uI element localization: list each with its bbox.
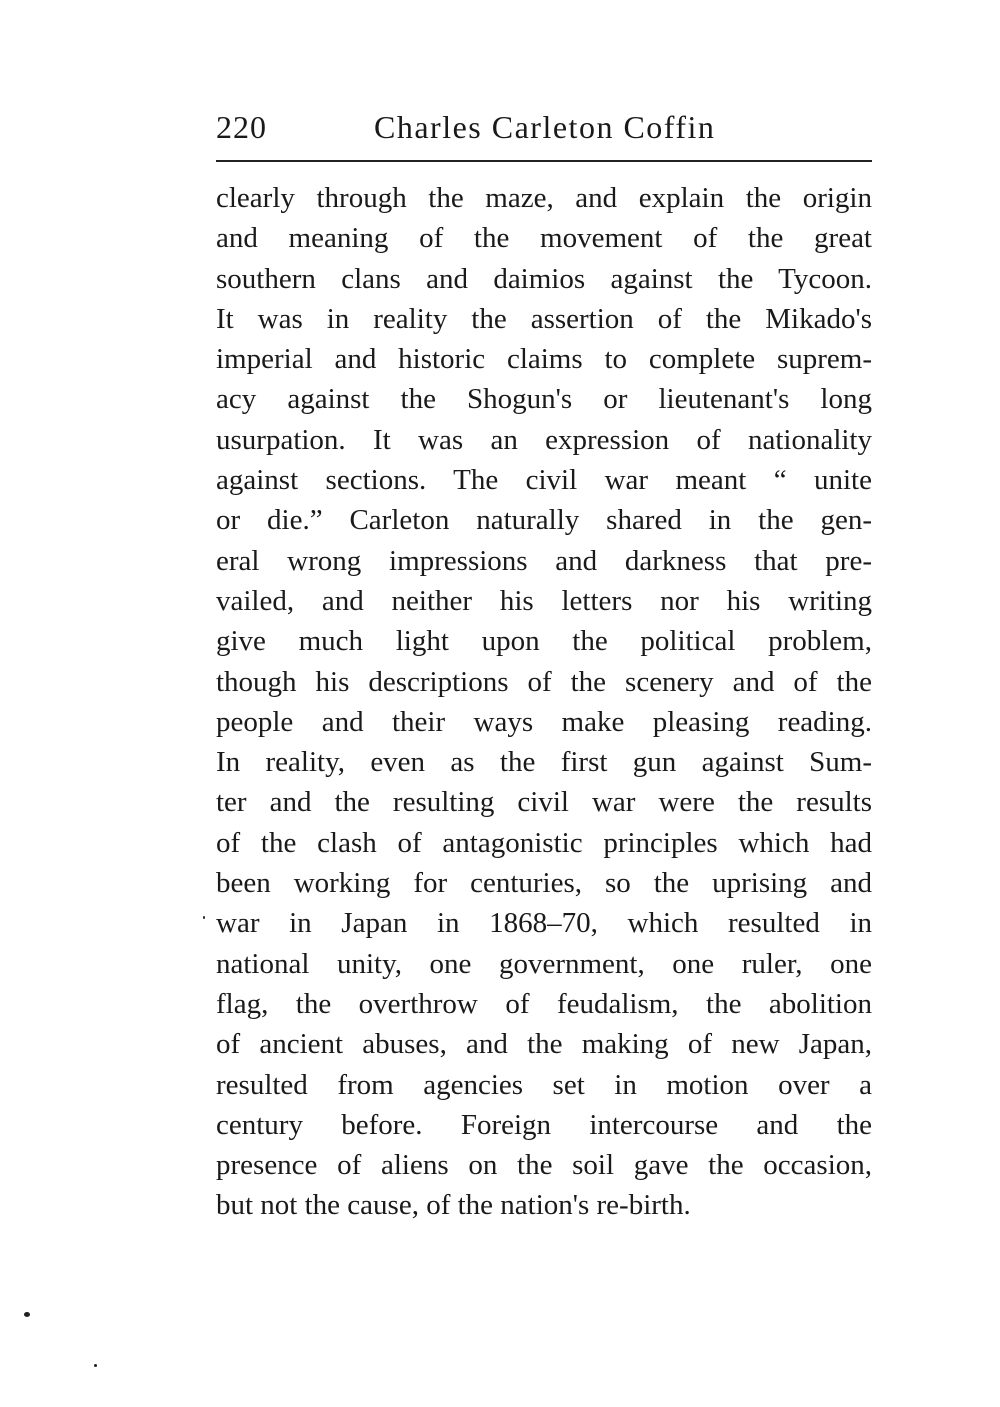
text-line: It was in reality the assertion of the Mikado's	[216, 302, 872, 335]
text-line: and meaning of the movement of the great	[216, 222, 872, 255]
text-line: imperial and historic claims to complete suprem-	[216, 343, 872, 376]
body-text	[216, 178, 872, 1226]
text-line: though his descriptions of the scenery and of the	[216, 665, 872, 698]
text-line: presence of aliens on the soil gave the occasion,	[216, 1149, 872, 1182]
text-line: give much light upon the political problem,	[216, 625, 872, 658]
text-line: century before. Foreign intercourse and the	[216, 1108, 872, 1141]
running-head	[216, 104, 872, 150]
text-line: vailed, and neither his letters nor his writing	[216, 584, 872, 617]
text-line: people and their ways make pleasing reading.	[216, 705, 872, 738]
text-line: of ancient abuses, and the making of new Japan,	[216, 1028, 872, 1061]
running-title: Charles Carleton Coffin	[374, 109, 716, 145]
text-line: ter and the resulting civil war were the results	[216, 786, 872, 819]
text-line: In reality, even as the first gun against Sum-	[216, 746, 872, 779]
text-line: or die.” Carleton naturally shared in the gen-	[216, 504, 872, 537]
header-rule	[216, 160, 872, 162]
text-line: resulted from agencies set in motion over a	[216, 1068, 872, 1101]
text-line: been working for centuries, so the uprising and	[216, 867, 872, 900]
text-line: national unity, one government, one ruler, one	[216, 947, 872, 980]
text-line-last: but not the cause, of the nation's re-birth.	[216, 1189, 691, 1222]
scan-speck	[94, 1364, 97, 1367]
text-line: usurpation. It was an expression of nationality	[216, 423, 872, 456]
text-line: acy against the Shogun's or lieutenant's long	[216, 383, 872, 416]
scan-speck	[203, 916, 205, 919]
text-line: eral wrong impressions and darkness that pre-	[216, 544, 872, 577]
text-line: clearly through the maze, and explain the origin	[216, 182, 872, 214]
text-line: war in Japan in 1868–70, which resulted in	[216, 907, 872, 940]
text-line: southern clans and daimios against the Tycoon.	[216, 262, 872, 295]
page-number: 220	[216, 109, 267, 145]
text-line: flag, the overthrow of feudalism, the abolition	[216, 987, 872, 1020]
scan-speck	[24, 1312, 30, 1317]
text-line: against sections. The civil war meant “ unite	[216, 464, 872, 497]
text-line: of the clash of antagonistic principles which had	[216, 826, 872, 859]
